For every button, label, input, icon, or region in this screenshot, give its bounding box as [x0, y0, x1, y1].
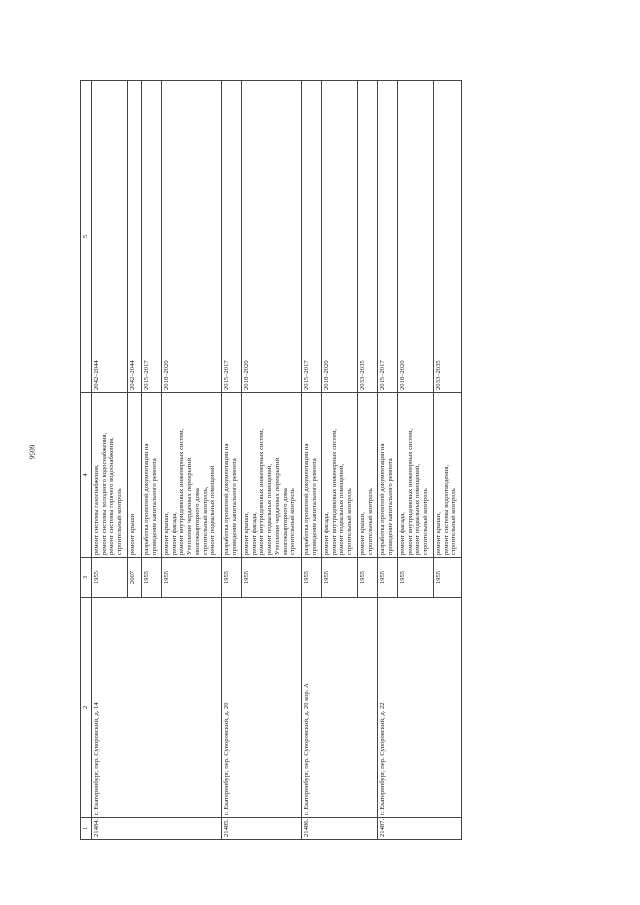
year-cell: 1955 — [357, 558, 377, 598]
work-item: ремонт внутридомовых инженерных систем, — [258, 428, 266, 555]
works-cell — [241, 393, 301, 558]
work-item: многоквартирного дома — [281, 488, 289, 555]
header-cell: 4 — [81, 393, 92, 558]
work-item: ремонт фасада, — [170, 512, 178, 555]
work-item: строительный контроль — [366, 488, 374, 555]
work-item: ремонт крыши — [128, 513, 136, 555]
year-cell: 1955 — [141, 558, 161, 598]
header-cell: 2 — [81, 598, 92, 818]
period-cell: 2033–2035 — [433, 81, 461, 393]
page-number: 6056 — [27, 444, 37, 460]
work-item: ремонт крыши, — [162, 512, 170, 555]
works-cell — [91, 393, 127, 558]
work-item: ремонт крыши, — [358, 512, 366, 555]
period-cell: 2018–2020 — [161, 81, 221, 393]
period-cell: 2042–2044 — [91, 81, 127, 393]
entry-number: 21486. — [301, 818, 377, 840]
work-item: многоквартирного дома — [193, 488, 201, 555]
work-item: разработка проектной документации на — [142, 443, 150, 555]
work-item: ремонт подвальных помещений, — [266, 464, 274, 555]
work-item: строительный контроль — [450, 488, 458, 555]
work-item: проведение капитального ремонта — [230, 458, 238, 555]
work-item: ремонт внутридомовых инженерных систем, — [330, 428, 338, 555]
rotated-sheet — [80, 80, 600, 840]
works-cell — [127, 393, 141, 558]
header-cell: 1 — [81, 818, 92, 840]
work-item: ремонт крыши, — [434, 512, 442, 555]
work-item: проведение капитального ремонта — [386, 458, 394, 555]
works-cell — [377, 393, 397, 558]
table-row — [377, 81, 397, 840]
address-cell: г. Екатеринбург, пер. Суворовский, д. 14 — [91, 598, 221, 818]
year-cell: 1955 — [161, 558, 221, 598]
work-item: ремонт системы горячего водоснабжения, — [108, 437, 116, 555]
repair-schedule-table — [80, 80, 462, 840]
work-item: разработка проектной документации на — [222, 443, 230, 555]
table-body — [91, 81, 461, 840]
period-cell: 2015–2017 — [301, 81, 321, 393]
period-cell: 2018–2020 — [397, 81, 433, 393]
works-cell — [161, 393, 221, 558]
work-item: строительный контроль — [422, 488, 430, 555]
year-cell: 1955 — [321, 558, 357, 598]
work-item: ремонт фасада, — [322, 512, 330, 555]
work-item: разработка проектной документации на — [302, 443, 310, 555]
work-item: ремонт подвальных помещений, — [414, 464, 422, 555]
year-cell: 1955 — [301, 558, 321, 598]
year-cell: 1955 — [91, 558, 127, 598]
period-cell: 2015–2017 — [141, 81, 161, 393]
work-item: строительный контроль, — [201, 486, 209, 555]
works-cell — [433, 393, 461, 558]
period-cell: 2033–2035 — [357, 81, 377, 393]
entry-number: 21487. — [377, 818, 461, 840]
entry-number: 21484. — [91, 818, 221, 840]
period-cell: 2015–2017 — [377, 81, 397, 393]
work-item: строительный контроль — [346, 488, 354, 555]
year-cell: 2007 — [127, 558, 141, 598]
header-row — [81, 81, 92, 840]
work-item: строительный контроль — [289, 488, 297, 555]
works-cell — [357, 393, 377, 558]
work-item: ремонт фасада, — [250, 512, 258, 555]
work-item: ремонт системы газоснабжения, — [92, 464, 100, 555]
work-item: проведение капитального ремонта — [310, 458, 318, 555]
work-item: ремонт системы холодного водоснабжения, — [100, 432, 108, 555]
works-cell — [141, 393, 161, 558]
period-cell: 2042–2044 — [127, 81, 141, 393]
period-cell: 2018–2020 — [321, 81, 357, 393]
header-cell: 3 — [81, 558, 92, 598]
year-cell: 1955 — [221, 558, 241, 598]
work-item: разработка проектной документации на — [378, 443, 386, 555]
work-item: Утепление чердачных перекрытий — [186, 457, 194, 555]
work-item: ремонт внутридомовых инженерных систем, — [406, 428, 414, 555]
address-cell: г. Екатеринбург, пер. Суворовский, д. 20 — [221, 598, 301, 818]
period-cell: 2018–2020 — [241, 81, 301, 393]
works-cell — [221, 393, 241, 558]
work-item: ремонт фасада, — [398, 512, 406, 555]
work-item: ремонт внутридомовых инженерных систем, — [178, 428, 186, 555]
works-cell — [397, 393, 433, 558]
year-cell: 1955 — [397, 558, 433, 598]
work-item: ремонт крыши, — [242, 512, 250, 555]
header-cell: 5 — [81, 81, 92, 393]
table-row — [221, 81, 241, 840]
address-cell: г. Екатеринбург, пер. Суворовский, д. 20 кор. А — [301, 598, 377, 818]
year-cell: 1955 — [241, 558, 301, 598]
works-cell — [321, 393, 357, 558]
address-cell: г. Екатеринбург, пер. Суворовский, д. 22 — [377, 598, 461, 818]
year-cell: 1955 — [377, 558, 397, 598]
table-row — [301, 81, 321, 840]
work-item: ремонт подвальных помещений — [209, 465, 217, 555]
work-item: Утепление чердачных перекрытий — [273, 457, 281, 555]
work-item: ремонт подвальных помещений, — [338, 464, 346, 555]
work-item: проведение капитального ремонта — [150, 458, 158, 555]
table-row — [91, 81, 127, 840]
works-cell — [301, 393, 321, 558]
entry-number: 21485. — [221, 818, 301, 840]
year-cell: 1955 — [433, 558, 461, 598]
work-item: ремонт системы водоотведения, — [442, 464, 450, 555]
period-cell: 2015–2017 — [221, 81, 241, 393]
work-item: строительный контроль — [116, 488, 124, 555]
